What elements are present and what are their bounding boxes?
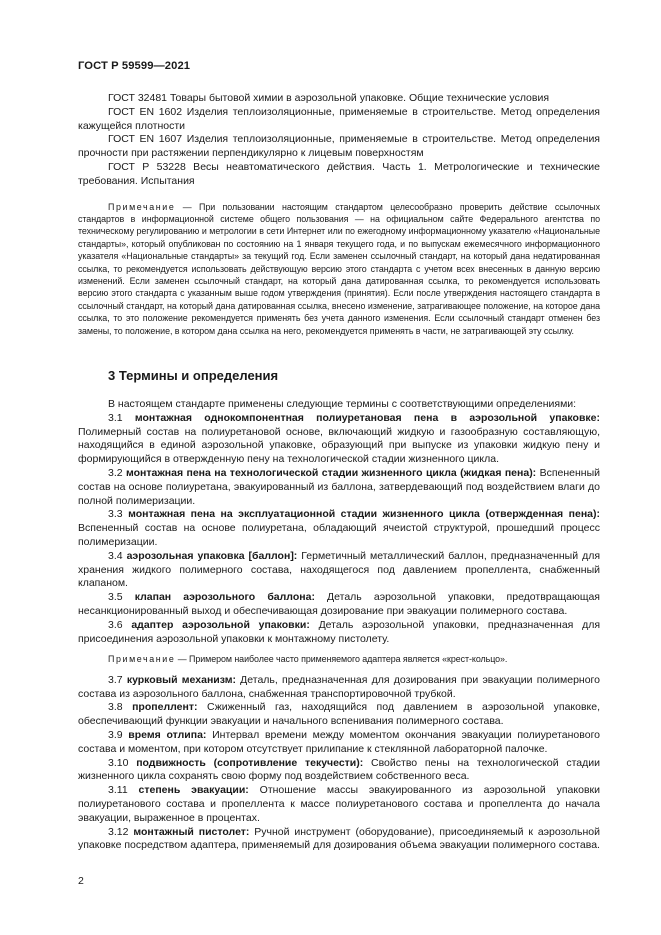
term-definition: Интервал времени между моментом окончания эвакуации полиуретанового состава и моментом, при котором отсутствует прилипание к стеклянной лабораторной палочке. [78, 728, 601, 755]
term-name: клапан аэрозольного баллона: [134, 591, 315, 604]
reference-item: ГОСТ Р 53228 Весы неавтоматического действия. Часть 1. Метрологические и технические требования. Испытания [78, 160, 600, 187]
term-name: монтажная пена на эксплуатационной стадии жизненного цикла (отвержденная пена): [128, 508, 600, 521]
section-title: 3 Термины и определения [108, 368, 279, 384]
term-number: 3.4 [108, 549, 127, 562]
note-label: Примечание [108, 201, 176, 212]
term-number: 3.11 [108, 784, 139, 797]
term-number: 3.12 [108, 825, 134, 838]
term-number: 3.1 [108, 411, 135, 424]
term-number: 3.6 [108, 618, 132, 631]
term-name: подвижность (сопротивление текучести): [136, 756, 364, 769]
term-name: пропеллент: [132, 701, 198, 714]
terms-list [78, 398, 600, 853]
term-name: степень эвакуации: [138, 784, 249, 797]
term-number: 3.8 [108, 701, 133, 714]
term-entry [78, 550, 600, 591]
normative-references-list [78, 92, 600, 189]
term-entry [78, 591, 600, 619]
page-number: 2 [78, 875, 84, 887]
term-entry [78, 729, 600, 757]
reference-item: ГОСТ 32481 Товары бытовой химии в аэрозольной упаковке. Общие технические условия [108, 92, 550, 104]
note-text: — Примером наиболее часто применяемого адаптера является «крест-кольцо». [175, 654, 508, 665]
term-number: 3.5 [108, 591, 135, 604]
term-entry [78, 826, 600, 854]
term-name: монтажный пистолет: [133, 825, 250, 838]
term-entry [78, 467, 600, 508]
term-name: монтажная однокомпонентная полиуретановая пена в аэрозольной упаковке: [134, 411, 600, 424]
term-number: 3.9 [108, 728, 129, 741]
term-entry [78, 508, 600, 549]
section-intro: В настоящем стандарте применены следующие термины с соответствующими определениями: [108, 398, 577, 411]
term-name: курковый механизм: [126, 673, 236, 686]
term-entry [78, 784, 600, 825]
term-definition: Сжиженный газ, находящийся под давлением в аэрозольной упаковке, обеспечивающий функции эвакуации и начального вспенивания полимерного состава. [78, 701, 601, 728]
term-name: время отлипа: [128, 728, 207, 741]
term-definition: Деталь аэрозольной упаковки, предназначенная для присоединения аэрозольной упаковки к монтажному пистолету. [78, 618, 601, 645]
reference-item: ГОСТ EN 1607 Изделия теплоизоляционные, применяемые в строительстве. Метод определения прочности при растяжении перпендикулярно к лицевым поверхностям [78, 133, 600, 160]
term-definition: Отношение массы эвакуированного из аэрозольной упаковки полиуретанового состава и пропеллента к массе полиуретанового состава и пропеллента до начала эвакуации, выраженное в процентах. [78, 784, 600, 824]
page-content [78, 92, 600, 853]
note-text: — При пользовании настоящим стандартом целесообразно проверить действие ссылочных стандартов в информационной системе общего пользования — на официальном сайте Федерального агентства по техническому регулированию и метрологии в сети Интернет или по ежегодному информационному указателю «Национальные стандарты», который опубликован по состоянию на 1 января текущего года, и по выпускам ежемесячного информационного указателя «Национальные стандарты» за текущий год. Если заменен ссылочный стандарт, на который дана недатированная ссылка, то рекомендуется использовать действующую версию этого стандарта с учетом всех внесенных в данную версию изменений. Если заменен ссылочный стандарт, на который дана датированная ссылка, то рекомендуется использовать версию этого стандарта с указанным выше годом утверждения (принятия). Если после утверждения настоящего стандарта в ссылочный стандарт, на который дана датированная ссылка, внесено изменение, затрагивающее положение, на которое дана ссылка, то это положение рекомендуется применять без учета данного изменения. Если ссылочный стандарт отменен без замены, то положение, в котором дана ссылка на него, рекомендуется применять в части, не затрагивающей эту ссылку. [78, 201, 600, 336]
reference-item: ГОСТ EN 1602 Изделия теплоизоляционные, применяемые в строительстве. Метод определения кажущейся плотности [78, 105, 600, 132]
term-name: аэрозольная упаковка [баллон]: [126, 549, 298, 562]
term-entry [78, 757, 600, 785]
term-entry [78, 674, 600, 702]
term-definition: Деталь аэрозольной упаковки, предотвращающая несанкционированный выход и обеспечивающая дозирование при эвакуации полимерного состава. [78, 591, 600, 617]
term-definition: Деталь, предназначенная для дозирования при эвакуации полимерного состава из аэрозольного баллона, снабженная транспортировочной трубкой. [78, 673, 600, 700]
term-number: 3.7 [108, 673, 127, 686]
term-number: 3.10 [108, 756, 137, 769]
term-definition: Свойство пены на технологической стадии жизненного цикла сохранять свою форму под воздействием собственного веса. [78, 756, 600, 783]
term-name: монтажная пена на технологической стадии жизненного цикла (жидкая пена): [125, 467, 537, 480]
term-definition: Вспененный состав на основе полиуретана, обладающий ячеистой структурой, прошедший процесс полимеризации. [78, 522, 600, 549]
note-label: Примечание [108, 654, 176, 665]
term-definition: Полимерный состав на полиуретановой основе, включающий жидкую и газообразную составляющую, находящийся в единой аэрозольной упаковке, образующий при выпуске из упаковки жидкую пену и формирующийся в отвержденную пену на технологической стадии жизненного цикла. [78, 425, 600, 466]
term-number: 3.3 [108, 508, 129, 521]
term-entry [78, 412, 600, 467]
term-definition: Ручной инструмент (оборудование), присоединяемый к аэрозольной упаковке посредством адаптера, применяемый для дозирования объема эвакуации полимерного состава. [78, 825, 600, 852]
adapter-note [78, 653, 600, 665]
term-definition: Вспененный состав на основе полиуретана, эвакуированный из баллона, затвердевающий под воздействием влаги до полной полимеризации. [78, 467, 600, 507]
term-entry [78, 619, 600, 647]
term-name: адаптер аэрозольной упаковки: [131, 618, 310, 631]
term-number: 3.2 [108, 467, 126, 480]
document-code-header: ГОСТ Р 59599—2021 [78, 60, 191, 72]
references-note [78, 201, 600, 337]
term-definition: Герметичный металлический баллон, предназначенный для хранения жидкого полимерного состава, находящегося под давлением пропеллента, снабженный клапаном. [78, 549, 601, 590]
term-entry [78, 701, 600, 729]
